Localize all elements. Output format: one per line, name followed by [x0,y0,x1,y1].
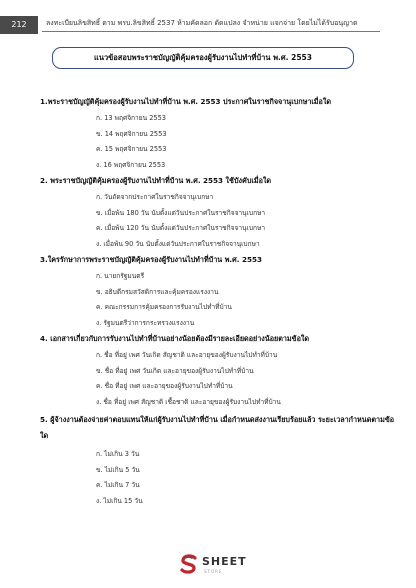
question-1-option-b: ข. 14 พฤศจิกายน 2553 [96,129,167,138]
question-3-option-d: ง. รัฐมนตรีว่าการกระทรวงแรงงาน [96,318,195,327]
question-1-text: 1.พระราชบัญญัติคุ้มครองผู้รับงานไปทำที่บ้าน พ.ศ. 2553 ประกาศในราชกิจจานุเบกษาเมื่อใด [40,97,332,106]
question-3-option-c: ค. คณะกรรมการคุ้มครองการรับงานไปทำที่บ้าน [96,303,232,311]
question-2-option-c: ค. เมื่อพ้น 120 วัน นับตั้งแต่วันประกาศในราชกิจจานุเบกษา [96,224,266,232]
question-4-option-d: ง. ชื่อ ที่อยู่ เพศ สัญชาติ เชื้อชาติ และอายุของผู้รับงานไปทำที่บ้าน [96,397,281,406]
copyright-notice: ลงทะเบียนลิขสิทธิ์ ตาม พรบ.ลิขสิทธิ์ 2537 ห้ามคัดลอก ดัดแปลง จำหน่าย แจกจ่าย โดยไม่ได้รับอนุญาต [46,19,358,27]
question-2-text: 2. พระราชบัญญัติคุ้มครองผู้รับงานไปทำที่บ้าน พ.ศ. 2553 ใช้บังคับเมื่อใด [40,176,272,185]
page-number: 212 [0,16,38,34]
logo-subtext: STORE [204,569,223,574]
sheet-store-logo [180,552,262,578]
question-5-option-d: ง. ไม่เกิน 15 วัน [96,496,143,505]
question-2-option-a: ก. วันถัดจากประกาศในราชกิจจานุเบกษา [96,193,214,201]
question-4-option-c: ค. ชื่อ ที่อยู่ เพศ และอายุของผู้รับงานไปทำที่บ้าน [96,382,233,390]
question-5-text: 5. ผู้จ้างงานต้องจ่ายค่าตอบแทนให้แก่ผู้รับงานไปทำที่บ้าน เมื่อกำหนดส่งงานเรียบร้อยแล้ว ระยะเวลากำหนดตามข้อใด [40,415,395,440]
logo-s-icon [180,554,198,574]
page-title: แนวข้อสอบพระราชบัญญัติคุ้มครองผู้รับงานไปทำที่บ้าน พ.ศ. 2553 [52,47,354,69]
header-divider [42,31,380,32]
question-5-option-c: ค. ไม่เกิน 7 วัน [96,481,140,489]
question-5-option-b: ข. ไม่เกิน 5 วัน [96,465,140,474]
question-1-option-d: ง. 16 พฤศจิกายน 2553 [96,160,166,169]
question-4-text: 4. เอกสารเกี่ยวกับการรับงานไปทำที่บ้านอย่างน้อยต้องมีรายละเอียดอย่างน้อยตามข้อใด [40,334,310,343]
question-4-option-a: ก. ชื่อ ที่อยู่ เพศ วันเกิด สัญชาติ และอายุของผู้รับงานไปทำที่บ้าน [96,351,278,359]
question-1-option-c: ค. 15 พฤศจิกายน 2553 [96,145,167,153]
question-4-option-b: ข. ชื่อ ที่อยู่ เพศ วันเกิด และอายุของผู้รับงานไปทำที่บ้าน [96,366,254,375]
question-3-option-b: ข. อธิบดีกรมสวัสดิการและคุ้มครองแรงงาน [96,287,219,296]
logo-text: SHEET [202,555,247,568]
question-list [40,96,396,509]
question-2-option-d: ง. เมื่อพ้น 90 วัน นับตั้งแต่วันประกาศในราชกิจจานุเบกษา [96,239,260,248]
question-5-option-a: ก. ไม่เกิน 3 วัน [96,450,140,458]
question-2-option-b: ข. เมื่อพ้น 180 วัน นับตั้งแต่วันประกาศในราชกิจจานุเบกษา [96,208,266,217]
question-1-option-a: ก. 13 พฤศจิกายน 2553 [96,114,167,122]
question-3-text: 3.ใครรักษาการพระราชบัญญัติคุ้มครองผู้รับงานไปทำที่บ้าน พ.ศ. 2553 [40,255,262,264]
question-3-option-a: ก. นายกรัฐมนตรี [96,272,145,280]
